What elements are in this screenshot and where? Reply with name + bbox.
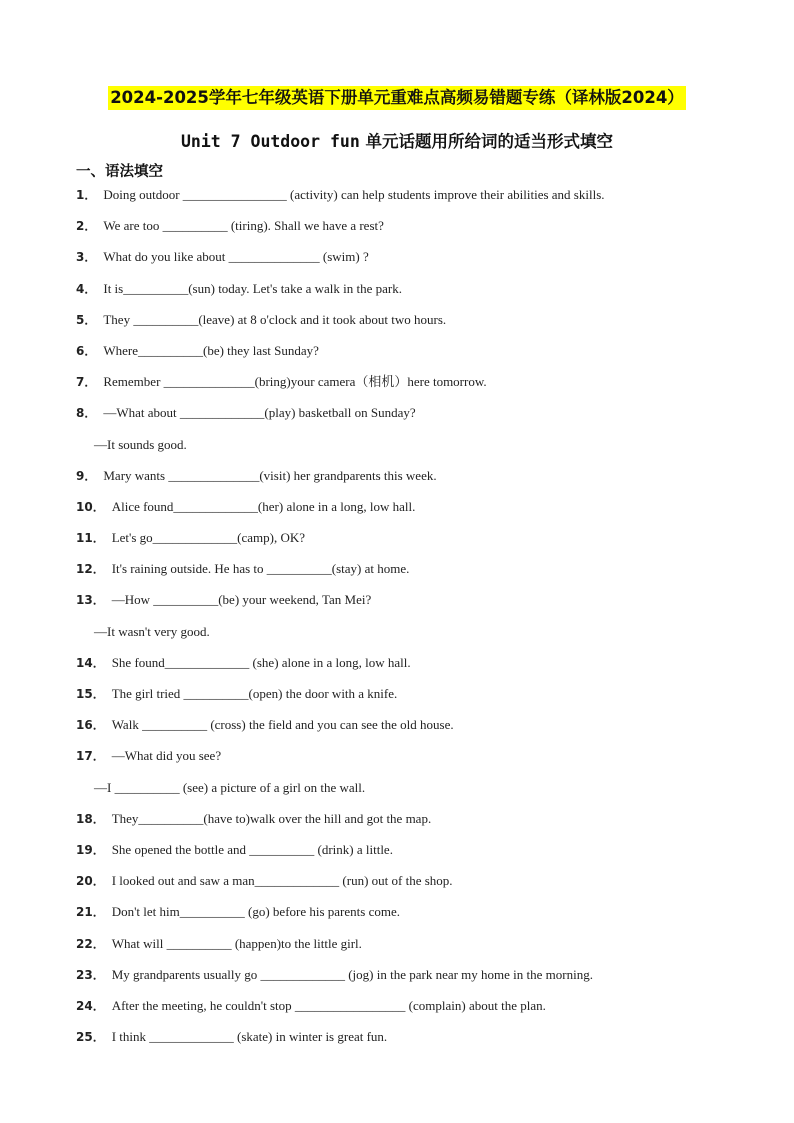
question-item	[0, 964, 794, 995]
question-number: 7．	[76, 375, 97, 390]
question-number: 18．	[76, 811, 105, 826]
question-text: We are too __________ (tiring). Shall we have a rest?	[103, 218, 384, 234]
question-text: What do you like about ______________ (swim) ?	[103, 249, 369, 265]
question-number: 16．	[76, 718, 105, 733]
question-number: 10．	[76, 499, 105, 514]
question-text: She found_____________ (she) alone in a long, low hall.	[111, 654, 411, 670]
question-text: —How __________(be) your weekend, Tan Mei?	[111, 592, 372, 608]
question-text: Walk __________ (cross) the field and you can see the old house.	[111, 717, 454, 733]
question-number: 15．	[76, 687, 105, 701]
question-text: I think _____________ (skate) in winter is great fun.	[111, 1029, 388, 1045]
question-number: 20．	[76, 874, 105, 889]
question-text: —What about _____________(play) basketball on Sunday?	[103, 405, 416, 421]
question-text: The girl tried __________(open) the door with a knife.	[111, 686, 398, 701]
question-item	[0, 215, 794, 246]
question-number: 22．	[76, 936, 105, 951]
question-text: Mary wants ______________(visit) her grandparents this week.	[103, 467, 437, 483]
question-item	[0, 808, 794, 839]
question-item	[0, 933, 794, 964]
unit-subtitle-rest: 单元话题用所给词的适当形式填空	[359, 132, 614, 151]
question-item	[0, 496, 794, 527]
question-number: 1．	[76, 188, 97, 202]
question-item	[0, 558, 794, 589]
question-number: 21．	[76, 905, 105, 920]
question-text: She opened the bottle and __________ (drink) a little.	[111, 841, 393, 857]
question-text: After the meeting, he couldn't stop _________________ (complain) about the plan.	[111, 997, 546, 1013]
question-item	[0, 683, 794, 714]
question-item	[0, 402, 794, 433]
question-text: Alice found_____________(her) alone in a long, low hall.	[111, 498, 416, 514]
question-item	[0, 340, 794, 371]
question-item	[0, 184, 794, 215]
question-response-line: —It wasn't very good.	[94, 623, 210, 639]
question-list	[0, 184, 794, 1057]
question-text: Remember ______________(bring)your camera（相机）here tomorrow.	[103, 374, 487, 390]
question-text: It is__________(sun) today. Let's take a walk in the park.	[103, 280, 402, 296]
question-text: Where__________(be) they last Sunday?	[103, 342, 319, 358]
question-response-line: —I __________ (see) a picture of a girl on the wall.	[94, 779, 366, 795]
question-number: 23．	[76, 967, 105, 982]
question-item	[0, 870, 794, 901]
question-item	[0, 652, 794, 683]
question-text: Let's go_____________(camp), OK?	[111, 530, 306, 546]
worksheet-title	[0, 84, 794, 108]
question-number: 3．	[76, 250, 97, 265]
unit-name: Unit 7 Outdoor fun	[180, 132, 360, 151]
question-text: It's raining outside. He has to __________(stay) at home.	[111, 561, 410, 577]
question-number: 13．	[76, 593, 105, 608]
question-number: 6．	[76, 343, 97, 358]
question-item	[0, 278, 794, 309]
question-item	[0, 901, 794, 932]
question-text: I looked out and saw a man_____________ (run) out of the shop.	[111, 873, 453, 889]
question-item	[0, 246, 794, 277]
question-item	[0, 1026, 794, 1057]
question-text: —What did you see?	[111, 748, 222, 764]
question-item	[0, 465, 794, 496]
question-item	[0, 371, 794, 402]
question-item	[0, 839, 794, 870]
question-item	[0, 745, 794, 776]
question-text: They__________(have to)walk over the hill and got the map.	[111, 810, 432, 826]
question-number: 11．	[76, 531, 105, 546]
question-item	[0, 309, 794, 340]
question-response-line: —It sounds good.	[94, 436, 187, 452]
question-number: 9．	[76, 468, 97, 483]
question-number: 8．	[76, 406, 97, 421]
question-item	[0, 714, 794, 745]
section-heading: 一、语法填空	[76, 164, 163, 180]
question-number: 5．	[76, 312, 97, 327]
question-number: 24．	[76, 998, 105, 1013]
question-text: What will __________ (happen)to the little girl.	[111, 935, 362, 951]
question-number: 25．	[76, 1030, 105, 1045]
question-text: My grandparents usually go _____________ (jog) in the park near my home in the morning.	[111, 966, 593, 982]
question-number: 14．	[76, 655, 105, 670]
question-text: Doing outdoor ________________ (activity) can help students improve their abilities and skills.	[103, 187, 605, 202]
question-text: They __________(leave) at 8 o'clock and it took about two hours.	[103, 311, 447, 327]
question-number: 17．	[76, 749, 105, 764]
question-item	[0, 995, 794, 1026]
worksheet-title-text: 2024-2025学年七年级英语下册单元重难点高频易错题专练（译林版2024）	[108, 86, 686, 110]
question-item	[0, 527, 794, 558]
question-number: 12．	[76, 562, 105, 577]
question-number: 4．	[76, 281, 97, 296]
question-number: 19．	[76, 842, 105, 857]
unit-subtitle	[0, 128, 794, 152]
question-item	[0, 589, 794, 620]
question-text: Don't let him__________ (go) before his parents come.	[111, 904, 400, 920]
question-number: 2．	[76, 219, 97, 234]
